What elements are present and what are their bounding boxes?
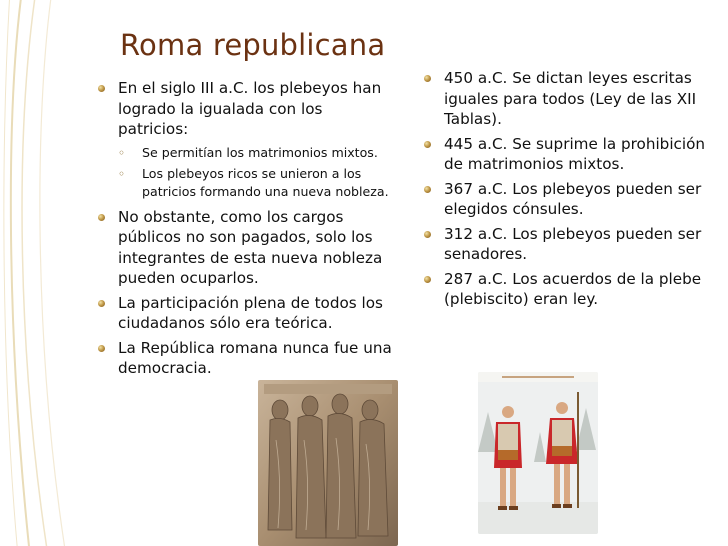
bullet-item [422,68,707,130]
bullet-item [422,224,707,265]
sub-bullet-icon: ◦ [118,166,126,181]
bullet-text: 367 a.C. Los plebeyos pueden ser elegidos cónsules. [444,179,702,218]
bullet-item [96,338,396,379]
bullet-item [96,78,396,201]
bullet-text: 450 a.C. Se dictan leyes escritas iguales para todos (Ley de las XII Tablas). [444,69,697,128]
roman-soldiers-image [478,372,598,534]
bullet-icon [98,85,105,92]
bullet-icon [424,186,431,193]
bullet-icon [424,75,431,82]
bullet-item [422,269,707,310]
bullet-text: No obstante, como los cargos públicos no son pagados, solo los integrantes de esta nueva nobleza pueden ocuparlos. [118,207,383,287]
bullet-text: La participación plena de todos los ciudadanos sólo era teórica. [118,293,383,332]
bullet-item [422,179,707,220]
bullet-text: En el siglo III a.C. los plebeyos han logrado la igualada con los patricios: [118,79,382,138]
slide-title: Roma republicana [120,28,386,62]
bullet-item [422,134,707,175]
roman-relief-image [258,380,398,546]
sub-bullet-item [118,165,396,201]
bullet-icon [98,345,105,352]
decorative-curves [0,0,82,546]
bullet-icon [424,141,431,148]
sub-bullet-item [118,144,396,162]
bullet-text: 287 a.C. Los acuerdos de la plebe (plebiscito) eran ley. [444,269,702,308]
bullet-item [96,293,396,334]
sub-bullet-text: Los plebeyos ricos se unieron a los patricios formando una nueva nobleza. [142,165,389,199]
sub-list [96,144,396,201]
sub-bullet-text: Se permitían los matrimonios mixtos. [142,144,378,160]
bullet-text: 445 a.C. Se suprime la prohibición de matrimonios mixtos. [444,134,706,173]
sub-bullet-icon: ◦ [118,145,126,160]
bullet-icon [424,231,431,238]
bullet-text: La República romana nunca fue una democracia. [118,338,392,377]
bullet-icon [98,300,105,307]
right-column [422,68,707,314]
left-column [96,78,396,383]
bullet-text: 312 a.C. Los plebeyos pueden ser senadores. [444,224,702,263]
bullet-icon [98,214,105,221]
bullet-icon [424,276,431,283]
bullet-item [96,207,396,289]
